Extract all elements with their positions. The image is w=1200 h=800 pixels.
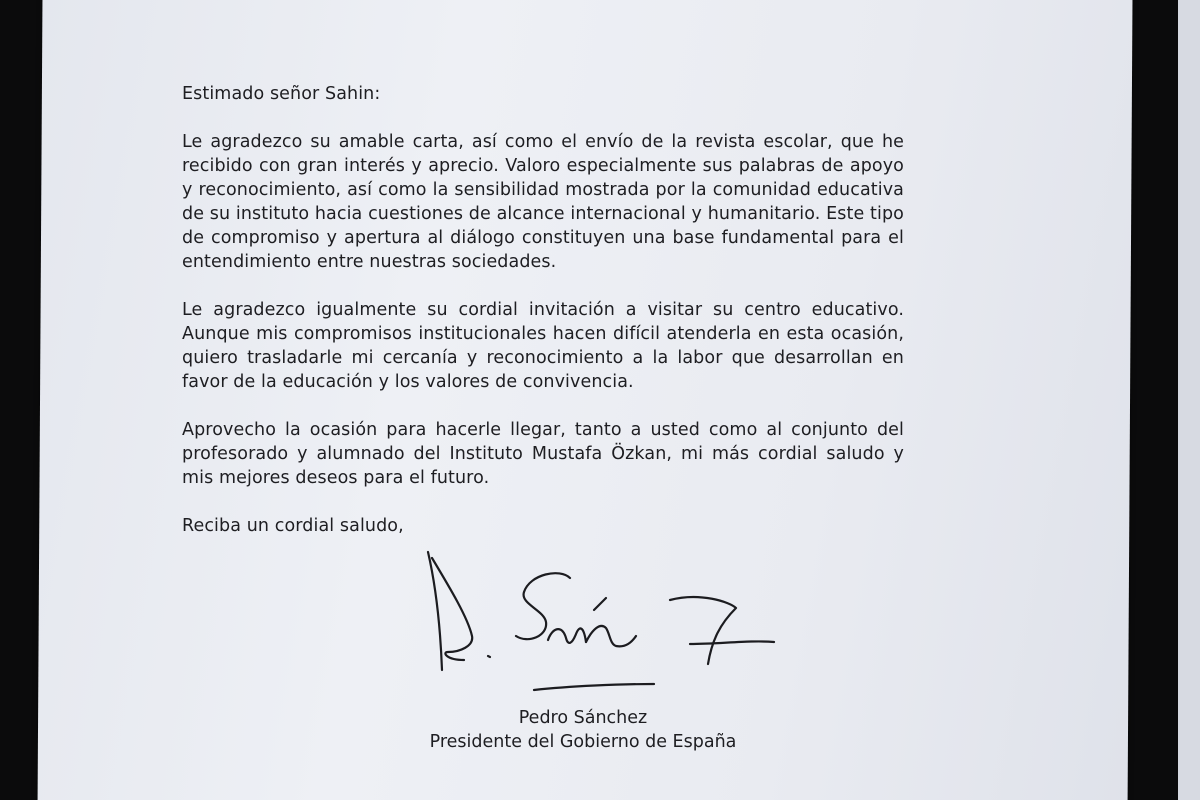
letter-greeting: Estimado señor Sahin:	[182, 84, 381, 104]
adjacent-sheet-edge	[1178, 0, 1200, 800]
letter-paragraph-3: Aprovecho la ocasión para hacerle llegar, tanto a usted como al conjunto del profesorado y alumnado del Instituto Mustafa Özkan, mi más cordial saludo y mis mejores deseos para el futuro.	[182, 420, 904, 488]
letter-closing: Reciba un cordial saludo,	[182, 516, 404, 536]
letter-body	[182, 82, 904, 538]
signatory-block	[420, 706, 746, 754]
letter-paragraph-2: Le agradezco igualmente su cordial invitación a visitar su centro educativo. Aunque mis compromisos institucionales hacen difícil atenderla en esta ocasión, quiero trasladarle mi cercanía y reconocimiento a la labor que desarrollan en favor de la educación y los valores de convivencia.	[182, 300, 904, 392]
signatory-name: Pedro Sánchez	[518, 708, 648, 728]
handwritten-signature	[420, 548, 790, 698]
letter-paragraph-1: Le agradezco su amable carta, así como el envío de la revista escolar, que he recibido con gran interés y aprecio. Valoro especialmente sus palabras de apoyo y reconocimiento, así como la sensibilidad mostrada por la comunidad educativa de su instituto hacia cuestiones de alcance internacional y humanitario. Este tipo de compromiso y apertura al diálogo constituyen una base fundamental para el entendimiento entre nuestras sociedades.	[182, 132, 904, 272]
signatory-title: Presidente del Gobierno de España	[429, 732, 737, 752]
